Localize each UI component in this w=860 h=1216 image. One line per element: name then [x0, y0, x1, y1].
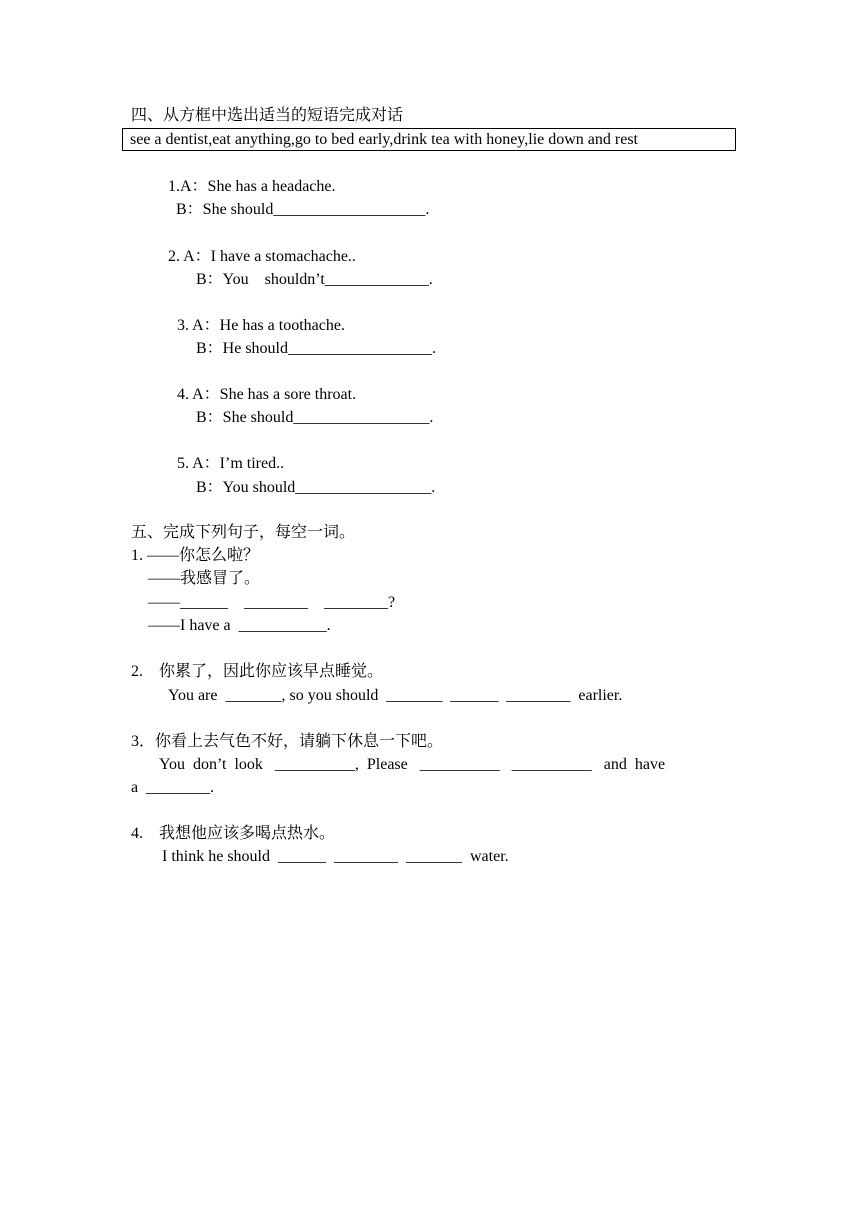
- dialogue-1-a: 1.A：She has a headache.: [168, 178, 336, 195]
- q1-line-3: ——______ ________ ________?: [148, 594, 396, 611]
- q3-english-2: a ________.: [131, 779, 215, 796]
- q3-english-1: You don’t look __________, Please __________ __________ and have: [159, 756, 666, 773]
- q1-line-4: ——I have a ___________.: [148, 617, 331, 634]
- q4-english: I think he should ______ ________ _______ water.: [162, 848, 509, 865]
- q2-chinese: 2. 你累了，因此你应该早点睡觉。: [131, 663, 384, 680]
- dialogue-5-a: 5. A：I’m tired..: [177, 455, 285, 472]
- q1-line-1: 1. ——你怎么啦？: [131, 547, 260, 564]
- dialogue-2-b: B：You shouldn’t_____________.: [196, 271, 433, 288]
- section-5-title: 五、完成下列句子，每空一词。: [131, 524, 356, 541]
- dialogue-3-a: 3. A：He has a toothache.: [177, 317, 345, 334]
- q1-line-2: ——我感冒了。: [148, 570, 261, 587]
- dialogue-3-b: B：He should__________________.: [196, 340, 437, 357]
- dialogue-4-b: B：She should_________________.: [196, 409, 434, 426]
- q3-chinese: 3．你看上去气色不好，请躺下休息一下吧。: [131, 733, 444, 750]
- dialogue-2-a: 2. A：I have a stomachache..: [168, 248, 356, 265]
- dialogue-4-a: 4. A：She has a sore throat.: [177, 386, 357, 403]
- phrase-box: [122, 128, 736, 151]
- dialogue-1-b: B：She should___________________.: [176, 201, 430, 218]
- dialogue-5-b: B：You should_________________.: [196, 479, 436, 496]
- q4-chinese: 4. 我想他应该多喝点热水。: [131, 825, 336, 842]
- section-4-title: 四、从方框中选出适当的短语完成对话: [131, 107, 404, 124]
- q2-english: You are _______, so you should _______ ______ ________ earlier.: [168, 687, 623, 704]
- phrase-box-text: see a dentist,eat anything,go to bed early,drink tea with honey,lie down and rest: [130, 131, 638, 148]
